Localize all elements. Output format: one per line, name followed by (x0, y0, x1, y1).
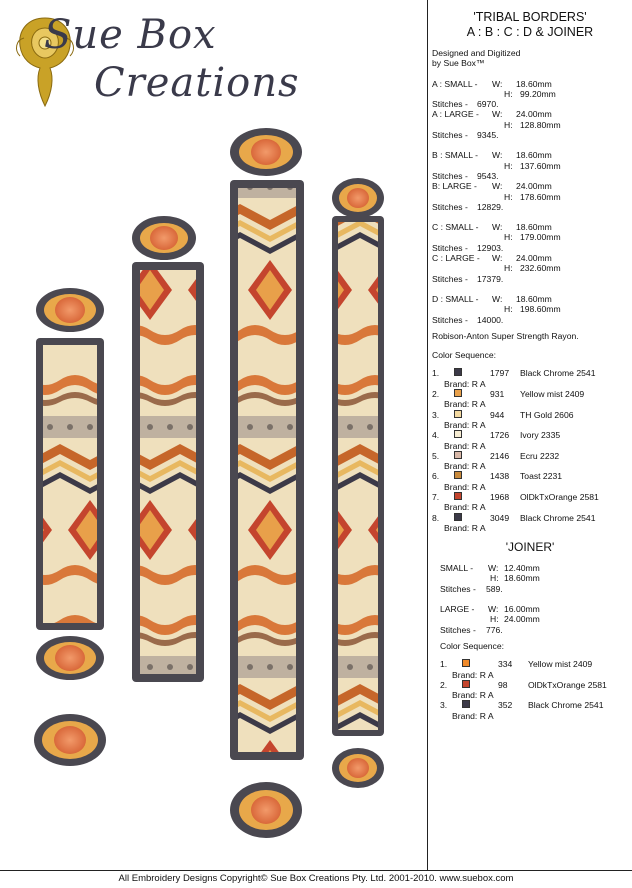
stitches-value: 17379. (477, 273, 504, 284)
text-row (432, 420, 628, 430)
height-value: 198.60mm (520, 304, 561, 315)
text-row (432, 315, 628, 325)
text-row (432, 700, 628, 710)
joiner-width-value: 12.40mm (504, 563, 540, 574)
color-swatch-icon (454, 492, 462, 500)
design-title: 'TRIBAL BORDERS' (473, 10, 587, 24)
width-label: W: (492, 222, 503, 233)
stitches-label: Stitches - (432, 242, 468, 253)
joiner-height-label: H: (490, 614, 499, 625)
color-number: 1. (432, 368, 440, 379)
size-label: A : LARGE - (432, 109, 479, 120)
text-row (432, 232, 628, 242)
color-number: 2. (440, 679, 448, 690)
joiner-size-label: LARGE - (440, 604, 475, 615)
stitches-label: Stitches - (432, 170, 468, 181)
border-d (332, 178, 384, 788)
width-value: 18.60mm (516, 78, 552, 89)
height-label: H: (504, 88, 513, 99)
color-swatch-icon (462, 680, 470, 688)
color-swatch-icon (462, 659, 470, 667)
size-label: D : SMALL - (432, 293, 479, 304)
text-row (432, 690, 628, 700)
joiner-stitches-label: Stitches - (440, 624, 476, 635)
stitches-value: 14000. (477, 314, 504, 325)
brand-label: Brand: R A (444, 399, 486, 410)
text-row (432, 430, 628, 440)
logo-text-line2: Creations (94, 60, 300, 106)
color-code: 1726 (490, 430, 510, 441)
height-value: 232.60mm (520, 263, 561, 274)
color-list (432, 368, 628, 533)
text-row (432, 89, 628, 99)
color-code: 944 (490, 409, 505, 420)
color-swatch-icon (454, 513, 462, 521)
width-value: 24.00mm (516, 181, 552, 192)
height-label: H: (504, 191, 513, 202)
text-row (432, 399, 628, 409)
height-value: 128.80mm (520, 119, 561, 130)
color-number: 7. (432, 491, 440, 502)
text-row (432, 202, 628, 212)
brand-label: Brand: R A (444, 378, 486, 389)
embroidery-borders-artwork (0, 120, 427, 870)
width-value: 18.60mm (516, 150, 552, 161)
text-row (432, 161, 628, 171)
text-row (432, 614, 628, 624)
size-label: B : SMALL - (432, 150, 479, 161)
height-label: H: (504, 263, 513, 274)
color-number: 4. (432, 430, 440, 441)
text-row (432, 274, 628, 284)
width-value: 24.00mm (516, 253, 552, 264)
width-label: W: (492, 150, 503, 161)
text-row (432, 584, 628, 594)
color-code: 1438 (490, 471, 510, 482)
color-name: Black Chrome 2541 (520, 512, 596, 523)
text-row (432, 130, 628, 140)
design-subtitle: A : B : C : D & JOINER (466, 25, 594, 39)
color-name: Yellow mist 2409 (528, 659, 593, 670)
joiner-color-heading: Color Sequence: (440, 640, 505, 651)
thread-type: Robison-Anton Super Strength Rayon. (432, 330, 579, 341)
height-value: 178.60mm (520, 191, 561, 202)
text-row (432, 150, 628, 160)
joiner-height-label: H: (490, 573, 499, 584)
stitches-label: Stitches - (432, 201, 468, 212)
divider-vertical (427, 0, 428, 870)
brand-label: Brand: R A (444, 461, 486, 472)
color-swatch-icon (462, 700, 470, 708)
stitches-label: Stitches - (432, 273, 468, 284)
text-row (432, 304, 628, 314)
joiner-size-list (432, 563, 628, 635)
brand-label: Brand: R A (444, 481, 486, 492)
brand-logo (10, 8, 300, 118)
text-row (432, 670, 628, 680)
text-row (432, 441, 628, 451)
text-row (432, 711, 628, 721)
color-number: 1. (440, 659, 448, 670)
color-sequence-heading: Color Sequence: (432, 350, 497, 361)
text-row (432, 563, 628, 573)
color-number: 3. (432, 409, 440, 420)
color-code: 3049 (490, 512, 510, 523)
color-code: 98 (498, 679, 508, 690)
logo-text-line1: Sue Box (44, 12, 217, 58)
joiner-width-label: W: (488, 563, 499, 574)
stitches-value: 12903. (477, 242, 504, 253)
text-row (432, 410, 628, 420)
color-number: 3. (440, 700, 448, 711)
size-label: C : LARGE - (432, 253, 480, 264)
text-row (432, 79, 628, 89)
text-row (432, 192, 628, 202)
color-code: 931 (490, 389, 505, 400)
color-code: 1797 (490, 368, 510, 379)
joiner-height-value: 18.60mm (504, 573, 540, 584)
width-value: 18.60mm (516, 222, 552, 233)
width-label: W: (492, 253, 503, 264)
text-row (432, 573, 628, 583)
color-name: Ecru 2232 (520, 450, 560, 461)
text-row (432, 523, 628, 533)
designed-by-line1: Designed and Digitized (432, 48, 521, 58)
height-label: H: (504, 304, 513, 315)
color-name: OlDkTxOrange 2581 (520, 491, 599, 502)
text-row (432, 389, 628, 399)
color-name: OlDkTxOrange 2581 (528, 679, 607, 690)
brand-label: Brand: R A (452, 690, 494, 701)
border-c (230, 128, 304, 838)
info-panel (432, 10, 628, 721)
designed-by-line2: by Sue Box™ (432, 58, 485, 69)
color-name: Toast 2231 (520, 471, 563, 482)
color-name: Black Chrome 2541 (520, 368, 596, 379)
joiner-title: 'JOINER' (505, 540, 555, 555)
brand-label: Brand: R A (444, 419, 486, 430)
stitches-label: Stitches - (432, 99, 468, 110)
size-label: B: LARGE - (432, 181, 477, 192)
brand-label: Brand: R A (452, 669, 494, 680)
joiner-width-label: W: (488, 604, 499, 615)
text-row (432, 451, 628, 461)
text-row (432, 492, 628, 502)
color-number: 8. (432, 512, 440, 523)
text-row (432, 294, 628, 304)
color-swatch-icon (454, 430, 462, 438)
color-name: TH Gold 2606 (520, 409, 574, 420)
stitches-label: Stitches - (432, 130, 468, 141)
divider-horizontal (0, 870, 632, 871)
joiner-color-list (432, 659, 628, 721)
size-label: C : SMALL - (432, 222, 479, 233)
brand-label: Brand: R A (452, 710, 494, 721)
text-row (432, 171, 628, 181)
width-label: W: (492, 78, 503, 89)
text-row (432, 461, 628, 471)
width-label: W: (492, 109, 503, 120)
text-row (432, 99, 628, 109)
text-row (432, 659, 628, 669)
border-b (132, 216, 204, 682)
text-row (432, 502, 628, 512)
color-swatch-icon (454, 451, 462, 459)
color-number: 2. (432, 389, 440, 400)
joiner-width-value: 16.00mm (504, 604, 540, 615)
text-row (432, 243, 628, 253)
color-name: Yellow mist 2409 (520, 389, 585, 400)
color-code: 334 (498, 659, 513, 670)
text-row (432, 471, 628, 481)
stitches-value: 9345. (477, 130, 499, 141)
stitches-value: 6970. (477, 99, 499, 110)
joiner-stitches-value: 776. (486, 624, 503, 635)
width-value: 18.60mm (516, 293, 552, 304)
text-row (432, 109, 628, 119)
size-label: A : SMALL - (432, 78, 478, 89)
color-code: 352 (498, 700, 513, 711)
text-row (432, 263, 628, 273)
color-code: 2146 (490, 450, 510, 461)
text-row (432, 513, 628, 523)
brand-label: Brand: R A (444, 502, 486, 513)
color-name: Ivory 2335 (520, 430, 561, 441)
height-label: H: (504, 232, 513, 243)
joiner-stitches-value: 589. (486, 583, 503, 594)
color-name: Black Chrome 2541 (528, 700, 604, 711)
width-value: 24.00mm (516, 109, 552, 120)
stitches-value: 12829. (477, 201, 504, 212)
color-swatch-icon (454, 368, 462, 376)
size-list (432, 79, 628, 325)
stitches-label: Stitches - (432, 314, 468, 325)
footer-copyright: All Embroidery Designs Copyright© Sue Box Creations Pty. Ltd. 2001-2010. www.suebox.com (118, 873, 514, 884)
color-swatch-icon (454, 410, 462, 418)
brand-label: Brand: R A (444, 440, 486, 451)
text-row (432, 222, 628, 232)
text-row (432, 368, 628, 378)
text-row (432, 680, 628, 690)
text-row (432, 181, 628, 191)
text-row (432, 379, 628, 389)
height-value: 179.00mm (520, 232, 561, 243)
stitches-value: 9543. (477, 170, 499, 181)
text-row (432, 253, 628, 263)
width-label: W: (492, 181, 503, 192)
text-row (432, 482, 628, 492)
width-label: W: (492, 293, 503, 304)
height-value: 137.60mm (520, 160, 561, 171)
joiner-stitches-label: Stitches - (440, 583, 476, 594)
height-label: H: (504, 160, 513, 171)
height-value: 99.20mm (520, 88, 556, 99)
joiner-size-label: SMALL - (440, 563, 474, 574)
color-number: 5. (432, 450, 440, 461)
brand-label: Brand: R A (444, 522, 486, 533)
text-row (432, 625, 628, 635)
joiner-height-value: 24.00mm (504, 614, 540, 625)
text-row (432, 604, 628, 614)
border-a (34, 288, 106, 766)
color-number: 6. (432, 471, 440, 482)
text-row (432, 120, 628, 130)
color-swatch-icon (454, 389, 462, 397)
color-code: 1968 (490, 491, 510, 502)
color-swatch-icon (454, 471, 462, 479)
height-label: H: (504, 119, 513, 130)
